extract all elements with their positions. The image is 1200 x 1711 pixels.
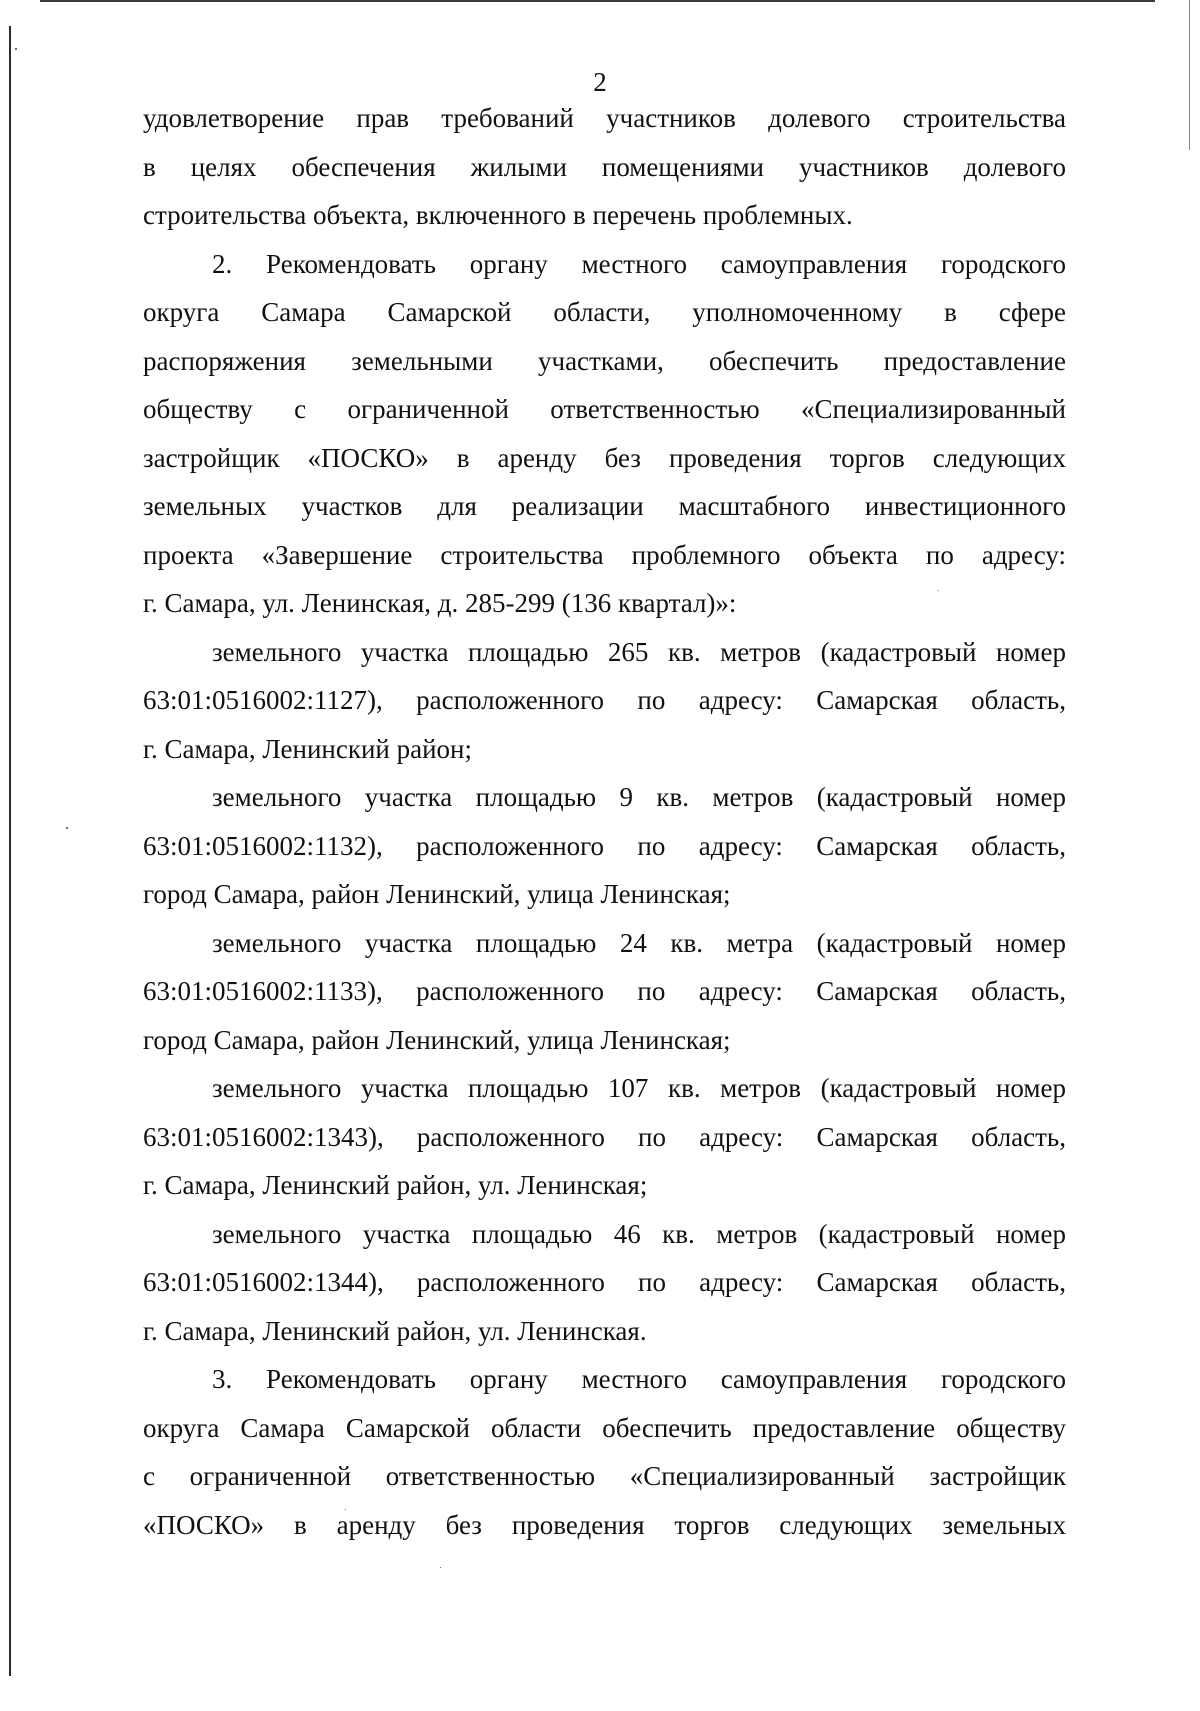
text-line: земельных участков для реализации масштабного инвестиционного <box>143 491 1066 521</box>
text-line: 63:01:0516002:1133), расположенного по адресу: Самарская область, <box>143 976 1066 1006</box>
scan-speck <box>440 1567 441 1568</box>
paragraph-plot-1343 <box>143 1064 1066 1210</box>
text-line: проекта «Завершение строительства проблемного объекта по адресу: <box>143 539 1066 570</box>
text-line: г. Самара, ул. Ленинская, д. 285-299 (136 квартал)»: <box>143 588 737 618</box>
text-line: город Самара, район Ленинский, улица Ленинская; <box>143 879 731 909</box>
text-line: город Самара, район Ленинский, улица Ленинская; <box>143 1024 731 1055</box>
text-line: 3. Рекомендовать органу местного самоуправления городского <box>212 1364 1066 1394</box>
scan-left-edge <box>9 26 11 1676</box>
paragraph-plot-1127 <box>143 628 1066 774</box>
text-line: округа Самара Самарской области, уполномоченному в сфере <box>143 297 1066 327</box>
paragraph-plot-1132 <box>143 773 1066 919</box>
text-line: 63:01:0516002:1127), расположенного по адресу: Самарская область, <box>143 685 1066 715</box>
text-line: земельного участка площадью 107 кв. метров (кадастровый номер <box>212 1073 1066 1103</box>
text-line: округа Самара Самарской области обеспечить предоставление обществу <box>143 1412 1066 1443</box>
text-line: обществу с ограниченной ответственностью «Специализированный <box>143 394 1066 424</box>
text-line: г. Самара, Ленинский район; <box>143 733 472 764</box>
text-line: г. Самара, Ленинский район, ул. Ленинская. <box>143 1315 647 1346</box>
text-line: г. Самара, Ленинский район, ул. Ленинская; <box>143 1170 648 1200</box>
text-line: с ограниченной ответственностью «Специализированный застройщик <box>143 1461 1066 1491</box>
page-number: 2 <box>593 67 607 97</box>
text-line: 63:01:0516002:1343), расположенного по адресу: Самарская область, <box>143 1121 1066 1152</box>
paragraph-plot-1133 <box>143 919 1066 1065</box>
paragraph-intro <box>143 94 1066 240</box>
text-line: земельного участка площадью 265 кв. метров (кадастровый номер <box>212 636 1066 667</box>
paragraph-plot-1344 <box>143 1210 1066 1356</box>
text-line: удовлетворение прав требований участников долевого строительства <box>143 103 1066 133</box>
scan-speck <box>15 48 17 50</box>
document-body <box>143 94 1066 1549</box>
paragraph-item-3 <box>143 1355 1066 1549</box>
text-line: земельного участка площадью 24 кв. метра (кадастровый номер <box>212 927 1066 958</box>
text-line: в целях обеспечения жилыми помещениями участников долевого <box>143 151 1066 182</box>
paragraph-item-2 <box>143 240 1066 628</box>
text-line: 63:01:0516002:1132), расположенного по адресу: Самарская область, <box>143 830 1066 861</box>
text-line: 2. Рекомендовать органу местного самоуправления городского <box>212 248 1066 279</box>
text-line: распоряжения земельными участками, обеспечить предоставление <box>143 345 1066 376</box>
scan-speck <box>66 827 68 829</box>
text-line: земельного участка площадью 9 кв. метров (кадастровый номер <box>212 782 1066 812</box>
text-line: земельного участка площадью 46 кв. метров (кадастровый номер <box>212 1218 1066 1249</box>
text-line: строительства объекта, включенного в перечень проблемных. <box>143 200 853 230</box>
scan-top-edge <box>40 0 1155 2</box>
text-line: 63:01:0516002:1344), расположенного по адресу: Самарская область, <box>143 1267 1066 1297</box>
text-line: «ПОСКО» в аренду без проведения торгов следующих земельных <box>143 1509 1066 1540</box>
text-line: застройщик «ПОСКО» в аренду без проведения торгов следующих <box>143 442 1066 473</box>
